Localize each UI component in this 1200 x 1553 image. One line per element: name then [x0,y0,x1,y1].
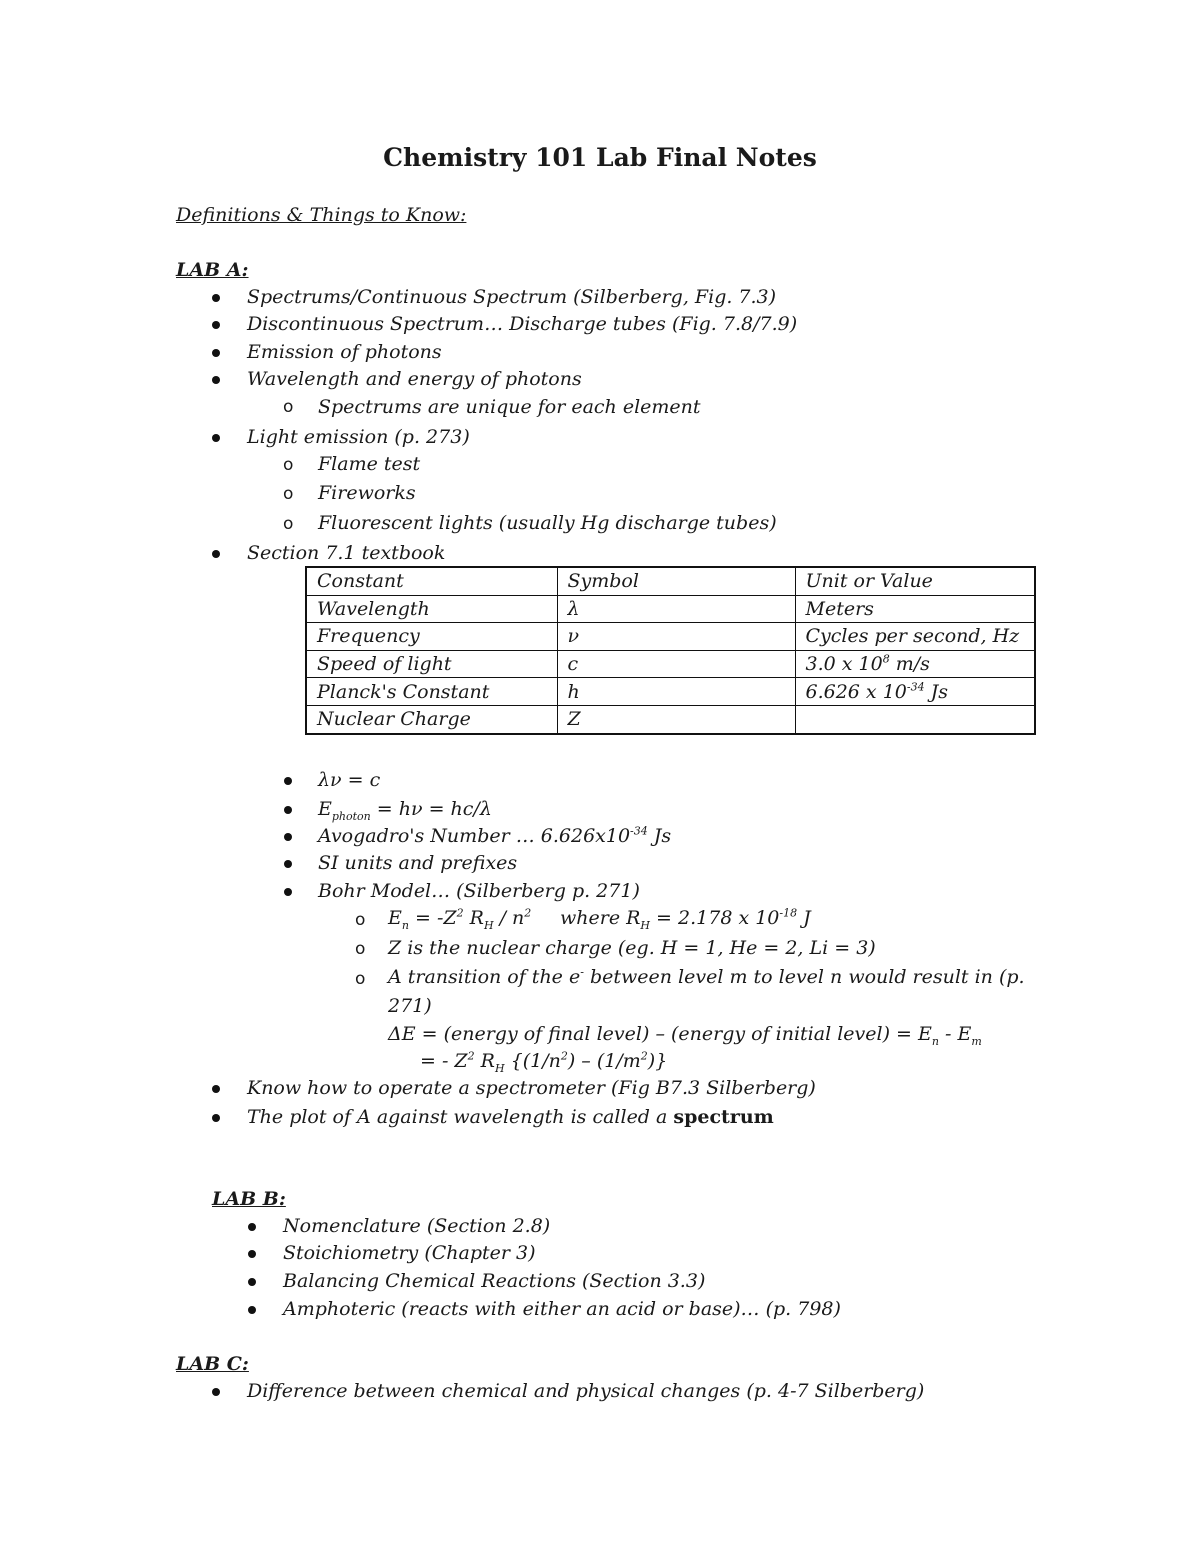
subscript: n [401,918,409,932]
subscript: H [640,918,651,932]
table-row [306,705,1035,733]
bullet-icon [248,1250,256,1258]
list-item: Light emission (p. 273) [247,426,470,448]
bullet-icon [212,434,220,442]
sub-bullet-icon: o [283,514,294,534]
formula: λν = c [318,769,381,791]
list-item: Bohr Model… (Silberberg p. 271) [318,880,640,902]
eq-part: / n [493,907,525,929]
bullet-icon [284,888,292,896]
table-cell [795,705,1035,733]
eq-part: E [388,907,402,929]
subscript: m [971,1034,982,1048]
list-item: Discontinuous Spectrum… Discharge tubes (Fig. 7.8/7.9) [247,313,798,335]
sub-bullet-icon: o [355,939,366,959]
delta-equation-cont [420,1049,668,1075]
delta-equation [388,1023,982,1048]
value-text: 6.626 x 10 [805,680,907,703]
table-header: Constant [306,567,557,595]
bullet-icon [212,550,220,558]
eq-part: - E [938,1023,972,1045]
list-item: Emission of photons [247,341,442,363]
eq-part: ) – (1/m [567,1050,641,1072]
exponent: 8 [882,652,890,666]
text: Js [647,825,672,847]
table-cell: Planck's Constant [306,678,557,706]
bullet-icon [212,1085,220,1093]
list-item: Nomenclature (Section 2.8) [283,1215,551,1237]
eq-part: = - Z [420,1050,468,1072]
eq-part: R [474,1050,495,1072]
bullet-icon [212,349,220,357]
eq-part: R [463,907,484,929]
bohr-equation [388,906,532,932]
table-cell: Meters [795,595,1035,623]
bullet-icon [284,833,292,841]
table-row [306,623,1035,651]
bullet-icon [212,1388,220,1396]
table-cell [795,678,1035,706]
table-header: Symbol [557,567,795,595]
bullet-icon [248,1223,256,1231]
bohr-constant [560,906,811,932]
table-cell: c [557,650,795,678]
subscript: n [931,1034,939,1048]
exponent: 2 [640,1049,648,1063]
sub-list-item: Fluorescent lights (usually Hg discharge tubes) [318,512,777,534]
table-cell [795,650,1035,678]
exponent: -34 [630,824,648,838]
bullet-icon [248,1278,256,1286]
lab-a-heading: LAB A: [176,259,249,281]
bold-term: spectrum [673,1106,774,1128]
table-header-row [306,567,1035,595]
bullet-icon [284,806,292,814]
value-text: 3.0 x 10 [805,653,883,676]
table-row [306,595,1035,623]
formula-part: E [318,798,332,820]
table-cell: λ [557,595,795,623]
table-cell: Nuclear Charge [306,705,557,733]
text: The plot of A against wavelength is called a [247,1106,668,1128]
bullet-icon [212,294,220,302]
bullet-icon [284,860,292,868]
table-cell: Frequency [306,623,557,651]
eq-part: ΔE = (energy of final level) – (energy of initial level) = E [388,1023,932,1045]
exponent: 2 [456,906,464,920]
sub-bullet-icon: o [355,969,366,989]
table-cell: ν [557,623,795,651]
bullet-icon [284,777,292,785]
table-cell: Speed of light [306,650,557,678]
exponent: 2 [467,1049,475,1063]
sub-list-item: Spectrums are unique for each element [318,396,701,418]
exponent: -34 [906,680,925,694]
subscript: H [494,1061,505,1075]
list-item: Balancing Chemical Reactions (Section 3.3) [283,1270,706,1292]
text: between level m to level n would result in (p. [583,966,1025,988]
subscript: photon [331,809,371,823]
unit-text: Js [924,680,949,703]
sub-list-item-cont: 271) [388,995,432,1017]
unit-text: m/s [889,653,930,676]
list-item [318,825,671,847]
sub-list-item [388,966,1025,988]
table-cell: Z [557,705,795,733]
constants-table [305,566,1036,735]
list-item [247,1106,774,1128]
eq-part: J [797,907,811,929]
lab-c-heading: LAB C: [176,1353,249,1375]
bullet-icon [248,1306,256,1314]
list-item: Wavelength and energy of photons [247,368,582,390]
sub-bullet-icon: o [283,397,294,417]
page-title: Chemistry 101 Lab Final Notes [383,143,817,172]
table-row [306,650,1035,678]
list-item: SI units and prefixes [318,852,518,874]
table-cell: Wavelength [306,595,557,623]
list-item: Know how to operate a spectrometer (Fig B7.3 Silberberg) [247,1077,816,1099]
formula-part: = hν = hc/λ [370,798,492,820]
list-item: Stoichiometry (Chapter 3) [283,1242,536,1264]
sub-bullet-icon: o [283,484,294,504]
sub-list-item: Flame test [318,453,421,475]
subscript: H [483,918,494,932]
exponent: 2 [560,1049,568,1063]
exponent: -18 [779,906,798,920]
list-item: Section 7.1 textbook [247,542,446,564]
list-item: Spectrums/Continuous Spectrum (Silberberg, Fig. 7.3) [247,286,777,308]
exponent: 2 [524,906,532,920]
eq-part: )} [647,1050,668,1072]
text: Avogadro's Number … 6.626x10 [318,825,631,847]
sub-bullet-icon: o [355,910,366,930]
list-item: Amphoteric (reacts with either an acid or base)… (p. 798) [283,1298,841,1320]
bullet-icon [212,321,220,329]
sub-list-item: Z is the nuclear charge (eg. H = 1, He = 2, Li = 3) [388,937,876,959]
table-cell: h [557,678,795,706]
list-item: Difference between chemical and physical changes (p. 4-7 Silberberg) [247,1380,925,1402]
bullet-icon [212,376,220,384]
sub-list-item: Fireworks [318,482,416,504]
eq-part: = -Z [408,907,457,929]
table-row [306,678,1035,706]
eq-part: {(1/n [504,1050,561,1072]
lab-b-heading: LAB B: [212,1188,286,1210]
sub-bullet-icon: o [283,455,294,475]
eq-part: where R [560,907,641,929]
exponent: - [580,965,584,979]
section-subtitle: Definitions & Things to Know: [176,204,467,226]
formula [318,798,492,823]
table-cell: Cycles per second, Hz [795,623,1035,651]
table-header: Unit or Value [795,567,1035,595]
eq-part: = 2.178 x 10 [650,907,780,929]
bullet-icon [212,1114,220,1122]
text: A transition of the e [388,966,581,988]
